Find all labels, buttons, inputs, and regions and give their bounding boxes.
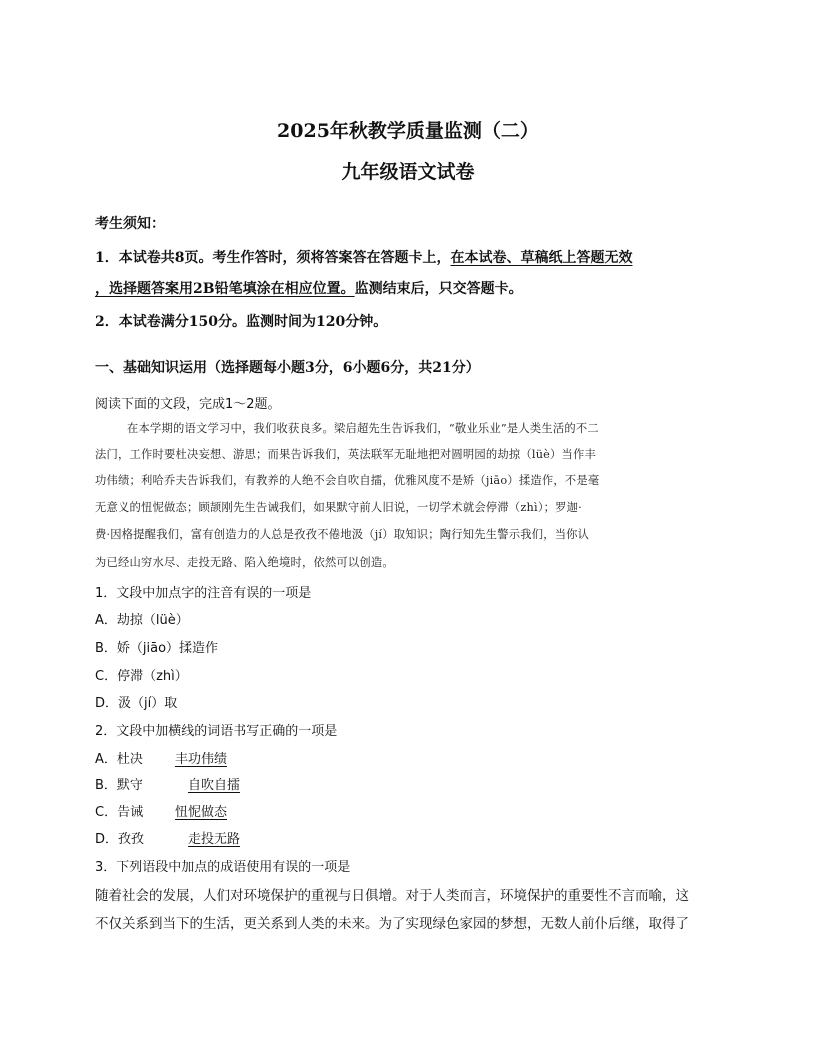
- passage-line-5: 费·因格提醒我们，富有创造力的人总是孜孜不倦地汲（jí）取知识；陶行知先生警示我们，当你认: [95, 528, 590, 541]
- notice-item-1-end: 监测结束后，只交答题卡。: [354, 281, 523, 297]
- q2-option-c-letter: C．告诫: [95, 805, 144, 820]
- q1-option-d: D．汲（jí）取: [95, 696, 178, 711]
- q2-option-d-letter: D．孜孜: [95, 832, 145, 847]
- passage-line-4: 无意义的忸怩做态；顾颉刚先生告诫我们，如果默守前人旧说，一切学术就会停滞（zhì）；罗迦·: [95, 501, 582, 514]
- q2-option-a: [95, 748, 227, 767]
- notice-item-1-underlined: 在本试卷、草稿纸上答题无效: [450, 250, 633, 266]
- notice-item-1-underlined-2: ，选择题答案用2B铅笔填涂在相应位置。: [95, 281, 355, 297]
- passage-line-2: 法门，工作时要杜决妄想、游思；而果告诉我们，英法联军无耻地把对圆明园的劫掠（lüè）当作丰: [95, 448, 597, 461]
- passage-line-6: 为已经山穷水尽、走投无路、陷入绝境时，依然可以创造。: [95, 556, 394, 569]
- notice-item-1-text: 1．本试卷共8页。考生作答时，须将答案答在答题卡上，: [95, 250, 451, 266]
- exam-subtitle: 九年级语文试卷: [341, 161, 475, 183]
- q2-option-b-letter: B．默守: [95, 778, 143, 793]
- q2-option-c: [95, 801, 227, 820]
- notice-item-1-line-1: [95, 247, 632, 267]
- q2-option-c-word: 忸怩做态: [175, 805, 228, 820]
- q1-option-c: C．停滞（zhì）: [95, 669, 188, 684]
- q2-option-d-word: 走投无路: [188, 832, 241, 847]
- q2-option-b-word: 自吹自擂: [188, 778, 241, 793]
- q2-option-d: [95, 828, 240, 847]
- passage-line-3: 功伟绩；利哈乔夫告诉我们，有教养的人绝不会自吹自擂，优雅风度不是矫（jiāo）揉造作，不是毫: [95, 474, 600, 487]
- q2-option-a-letter: A．杜决: [95, 752, 143, 767]
- q3-passage-line-2: 不仅关系到当下的生活，更关系到人类的未来。为了实现绿色家园的梦想，无数人前仆后继，取得了: [95, 916, 689, 932]
- notice-item-2: 2．本试卷满分150分。监测时间为120分钟。: [95, 314, 388, 330]
- q3-passage-line-1: 随着社会的发展，人们对环境保护的重视与日俱增。对于人类而言，环境保护的重要性不言而喻，这: [95, 888, 689, 904]
- q1-option-a: A．劫掠（lüè）: [95, 613, 189, 628]
- q2-option-a-word: 丰功伟绩: [175, 752, 228, 767]
- q3-stem: 3．下列语段中加点的成语使用有误的一项是: [95, 860, 351, 875]
- passage-line-1: 在本学期的语文学习中，我们收获良多。梁启超先生告诉我们，“敬业乐业”是人类生活的不二: [127, 422, 599, 435]
- q2-option-b: [95, 774, 240, 793]
- q2-stem: 2．文段中加横线的词语书写正确的一项是: [95, 724, 338, 739]
- exam-title: 2025年秋教学质量监测（二）: [277, 120, 539, 142]
- section-1-instruction: 阅读下面的文段，完成1～2题。: [95, 397, 281, 412]
- notice-heading: 考生须知：: [95, 216, 165, 232]
- notice-item-1-line-2: [95, 278, 523, 298]
- q1-stem: 1．文段中加点字的注音有误的一项是: [95, 586, 312, 601]
- q1-option-b: B．娇（jiāo）揉造作: [95, 641, 219, 656]
- section-1-heading: 一、基础知识运用（选择题每小题3分，6小题6分，共21分）: [95, 360, 480, 376]
